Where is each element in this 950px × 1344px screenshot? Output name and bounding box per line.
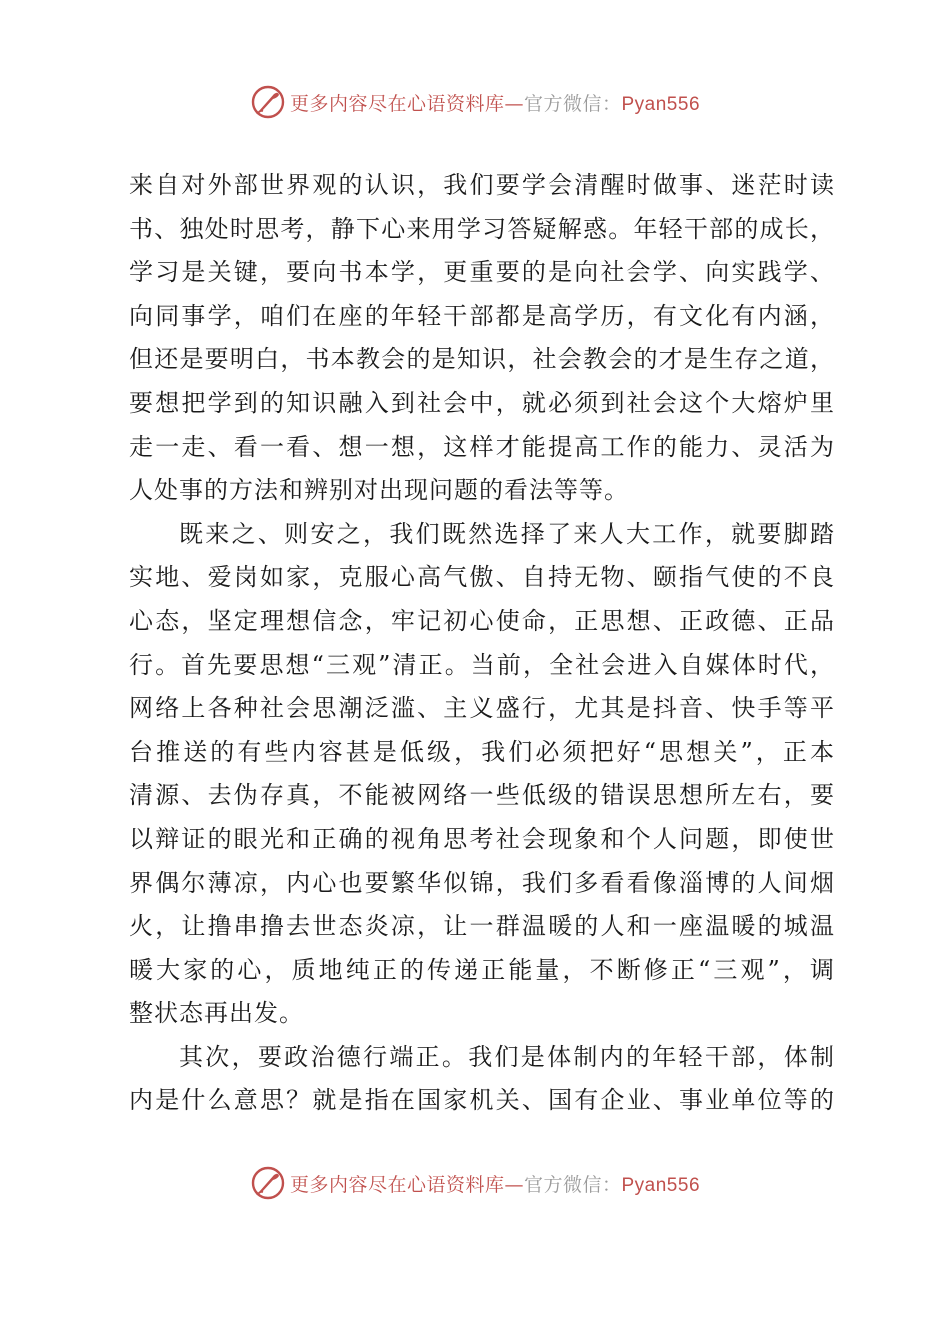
text-line: 其次，要政治德行端正。我们是体制内的年轻干部，体制: [179, 1042, 835, 1071]
text-line: 实地、爱岗如家，克服心高气傲、自持无物、颐指气使的不良: [129, 563, 835, 592]
text-line: 暖大家的心，质地纯正的传递正能量，不断修正“三观”，调: [129, 955, 835, 984]
paragraph: [129, 1036, 835, 1123]
text-line: 书、独处时思考，静下心来用学习答疑解惑。年轻干部的成长，: [129, 214, 835, 243]
banner-main-text: 更多内容尽在心语资料库: [289, 92, 505, 115]
text-line: 网络上各种社会思潮泛滥、主义盛行，尤其是抖音、快手等平: [129, 694, 835, 723]
text-line: 人处事的方法和辨别对出现问题的看法等等。: [129, 476, 629, 505]
text-line: 来自对外部世界观的认识，我们要学会清醒时做事、迷茫时读: [129, 171, 835, 199]
banner-dash: —: [504, 1173, 524, 1196]
text-line: 向同事学，咱们在座的年轻干部都是高学历，有文化有内涵，: [129, 301, 835, 330]
banner-text: [290, 89, 700, 116]
text-line: 以辩证的眼光和正确的视角思考社会现象和个人问题，即使世: [129, 824, 835, 853]
text-line: 走一走、看一看、想一想，这样才能提高工作的能力、灵活为: [129, 432, 835, 461]
footer-banner: [0, 1163, 950, 1203]
text-line: 整状态再出发。: [129, 999, 304, 1028]
banner-handle: Pyan556: [621, 93, 701, 115]
quill-pen-logo-icon: [250, 84, 286, 120]
text-line: 清源、去伪存真，不能被网络一些低级的错误思想所左右，要: [129, 781, 835, 810]
text-line: 要想把学到的知识融入到社会中，就必须到社会这个大熔炉里: [129, 388, 835, 417]
text-line: 行。首先要思想“三观”清正。当前，全社会进入自媒体时代，: [129, 650, 835, 679]
paragraph: [129, 164, 835, 513]
text-line: 内是什么意思？就是指在国家机关、国有企业、事业单位等的: [129, 1086, 835, 1115]
banner-main-text: 更多内容尽在心语资料库: [289, 1173, 505, 1196]
paragraph: [129, 513, 835, 1036]
text-line: 台推送的有些内容甚是低级，我们必须把好“思想关”，正本: [129, 737, 835, 766]
text-line: 界偶尔薄凉，内心也要繁华似锦，我们多看看像淄博的人间烟: [129, 868, 835, 897]
header-banner: [0, 82, 950, 122]
text-line: 火，让撸串撸去世态炎凉，让一群温暖的人和一座温暖的城温: [129, 912, 835, 941]
banner-sub-text: 官方微信：: [523, 92, 622, 115]
text-line: 学习是关键，要向书本学，更重要的是向社会学、向实践学、: [129, 258, 835, 287]
text-line: 既来之、则安之，我们既然选择了来人大工作，就要脚踏: [179, 519, 835, 548]
quill-pen-logo-icon: [250, 1165, 286, 1201]
document-body: [129, 164, 835, 1123]
text-line: 心态，坚定理想信念，牢记初心使命，正思想、正政德、正品: [129, 606, 835, 635]
banner-sub-text: 官方微信：: [523, 1173, 622, 1196]
banner-dash: —: [504, 92, 524, 115]
banner-handle: Pyan556: [621, 1174, 701, 1196]
text-line: 但还是要明白，书本教会的是知识，社会教会的才是生存之道，: [129, 345, 835, 374]
banner-text: [290, 1170, 700, 1197]
